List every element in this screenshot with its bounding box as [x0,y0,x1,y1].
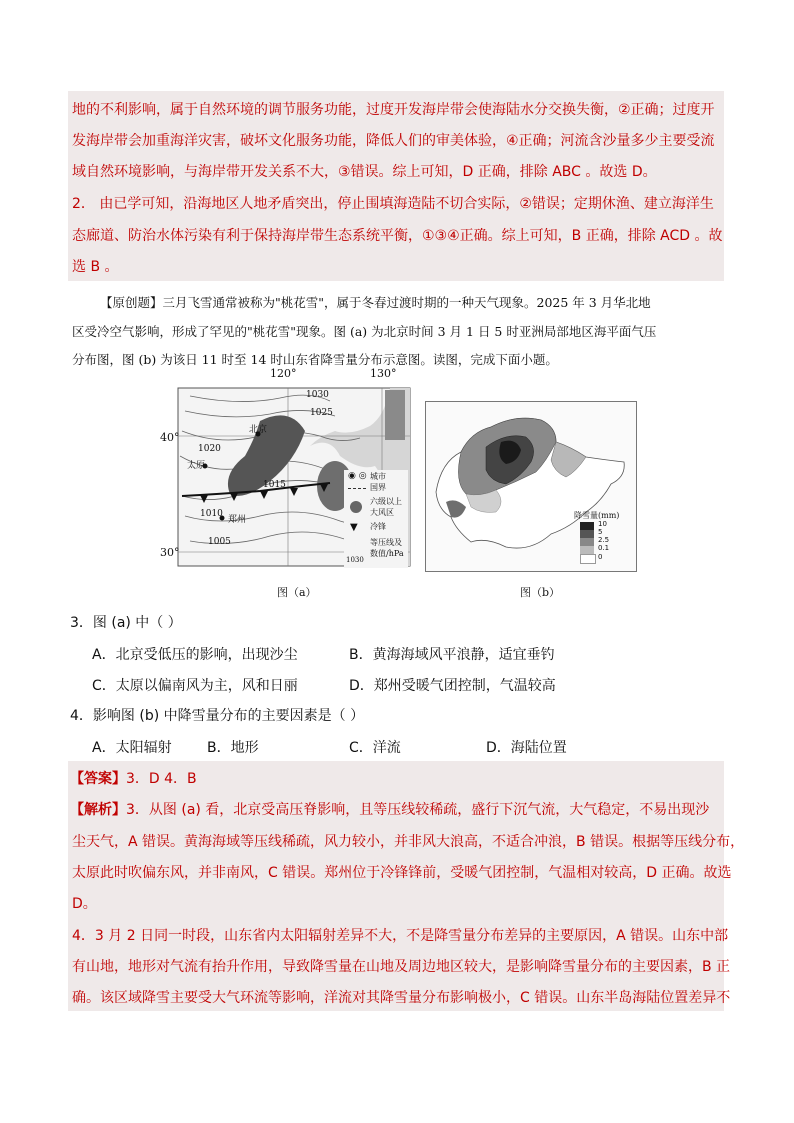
iso-1005: 1005 [208,537,231,547]
legend-iso-sample: 1030 [346,556,364,564]
answer1-line-2: 发海岸带会加重海洋灾害，破坏文化服务功能，降低人们的审美体验，④正确；河流含沙量多少主要受流 [72,133,715,149]
q4-option-b[interactable]: B．地形 [207,740,259,756]
answer-line [70,769,197,789]
legend-border: 国界 [370,483,386,492]
figure-a-legend [344,470,408,568]
lat-30: 30° [160,546,180,559]
q4-option-a[interactable]: A．太阳辐射 [92,740,172,756]
snow-legend-0: 0 [598,553,603,561]
analysis-line-3: 太原此时吹偏东风，并非南风，C 错误。郑州位于冷锋锋前，受暖气团控制，气温相对较高，D 正确。故选 [72,865,732,881]
iso-1020: 1020 [198,444,221,454]
city-zhengzhou: 郑州 [228,515,247,525]
iso-1030: 1030 [306,390,329,400]
intro-line-1: 【原创题】三月飞雪通常被称为"桃花雪"，属于冬春过渡时期的一种天气现象。2025 年 3 月华北地 [100,295,651,310]
answer1-line-3: 域自然环境影响，与海岸带开发关系不大，③错误。综上可知，D 正确，排除 ABC 。故选 D。 [72,164,657,180]
iso-1025: 1025 [310,408,333,418]
legend-border-line [348,488,366,489]
snow-legend-swatch-0-1 [580,546,594,554]
q4-option-c[interactable]: C．洋流 [349,740,401,756]
lat-40: 40° [160,431,180,444]
snow-legend-5: 5 [598,528,603,536]
q3-option-c[interactable]: C．太原以偏南风为主，风和日丽 [92,678,298,694]
intro-line-3: 分布图，图 (b) 为该日 11 时至 14 时山东省降雪量分布示意图。读图，完成下面小题。 [72,352,558,367]
q3-stem: 3．图 (a) 中（ ） [70,615,182,631]
analysis-line-6: 有山地，地形对气流有抬升作用，导致降雪量在山地及周边地区较大，是影响降雪量分布的主要因素，B 正 [72,959,731,975]
snow-legend-0-1: 0.1 [598,544,610,552]
answer-label: 【答案】 [70,771,126,787]
lon-120: 120° [270,367,297,380]
legend-wind-2: 大风区 [370,508,394,517]
analysis-text-1: 3．从图 (a) 看，北京受高压脊影响，且等压线较稀疏，盛行下沉气流，大气稳定，不易出现沙 [126,802,710,818]
legend-front: 冷锋 [370,522,386,531]
city-taiyuan: 太原 [187,461,206,471]
figure-a-caption: 图（a） [277,586,317,599]
answer-value: 3．D 4．B [126,771,197,787]
legend-iso: 等压线及 [370,538,402,547]
legend-wind-icon [350,501,362,513]
analysis-line-4: D。 [72,896,97,912]
answer1-line-6: 选 B 。 [72,259,119,275]
analysis-line-7: 确。该区域降雪主要受大气环流等影响，洋流对其降雪量分布影响极小，C 错误。山东半岛海陆位置差异不 [72,990,731,1006]
cold-front-icon: ▼ [350,522,358,533]
q4-option-d[interactable]: D．海陆位置 [486,740,567,756]
iso-1010: 1010 [200,509,223,519]
legend-wind: 六级以上 [370,497,402,506]
answer1-line-1: 地的不利影响，属于自然环境的调节服务功能，过度开发海岸带会使海陆水分交换失衡，②正确；过度开 [72,102,715,118]
figure-b [425,401,637,572]
legend-city: 城市 [370,472,386,481]
legend-city-icon: ◉ ◎ [348,471,367,481]
snow-legend-swatch-5 [580,530,594,538]
lon-130: 130° [370,367,397,380]
snow-legend-swatch-0 [580,554,596,564]
snow-legend-swatch-10 [580,522,594,530]
snow-legend-10: 10 [598,520,607,528]
analysis-line-5: 4．3 月 2 日同一时段，山东省内太阳辐射差异不大，不是降雪量分布差异的主要原因，A 错误。山东中部 [72,928,729,944]
q3-option-b[interactable]: B．黄海海域风平浪静，适宜垂钓 [349,647,555,663]
intro-line-2: 区受冷空气影响，形成了罕见的"桃花雪"现象。图 (a) 为北京时间 3 月 1 日 5 时亚洲局部地区海平面气压 [72,324,657,339]
analysis-line-1 [70,800,709,820]
snow-legend-2-5: 2.5 [598,536,610,544]
q3-option-a[interactable]: A．北京受低压的影响，出现沙尘 [92,647,298,663]
snow-legend-swatch-2-5 [580,538,594,546]
analysis-label: 【解析】 [70,802,126,818]
figure-b-caption: 图（b） [520,586,561,599]
legend-iso-2: 数值/hPa [370,549,404,558]
q3-option-d[interactable]: D．郑州受暖气团控制，气温较高 [349,678,556,694]
snow-legend-title: 降雪量(mm) [574,511,620,520]
city-beijing: 北京 [249,425,268,435]
q4-stem: 4．影响图 (b) 中降雪量分布的主要因素是（ ） [70,708,365,724]
answer1-line-5: 态廊道、防治水体污染有利于保持海岸带生态系统平衡，①③④正确。综上可知，B 正确，排除 ACD 。故 [72,228,723,244]
answer1-line-4: 2． 由已学可知，沿海地区人地矛盾突出，停止围填海造陆不切合实际，②错误；定期休渔、建立海洋生 [72,196,714,212]
iso-1015: 1015 [263,480,286,490]
analysis-line-2: 尘天气，A 错误。黄海海域等压线稀疏，风力较小，并非风大浪高，不适合冲浪，B 错误。根据等压线分布， [72,834,745,850]
figure-a [160,367,416,572]
